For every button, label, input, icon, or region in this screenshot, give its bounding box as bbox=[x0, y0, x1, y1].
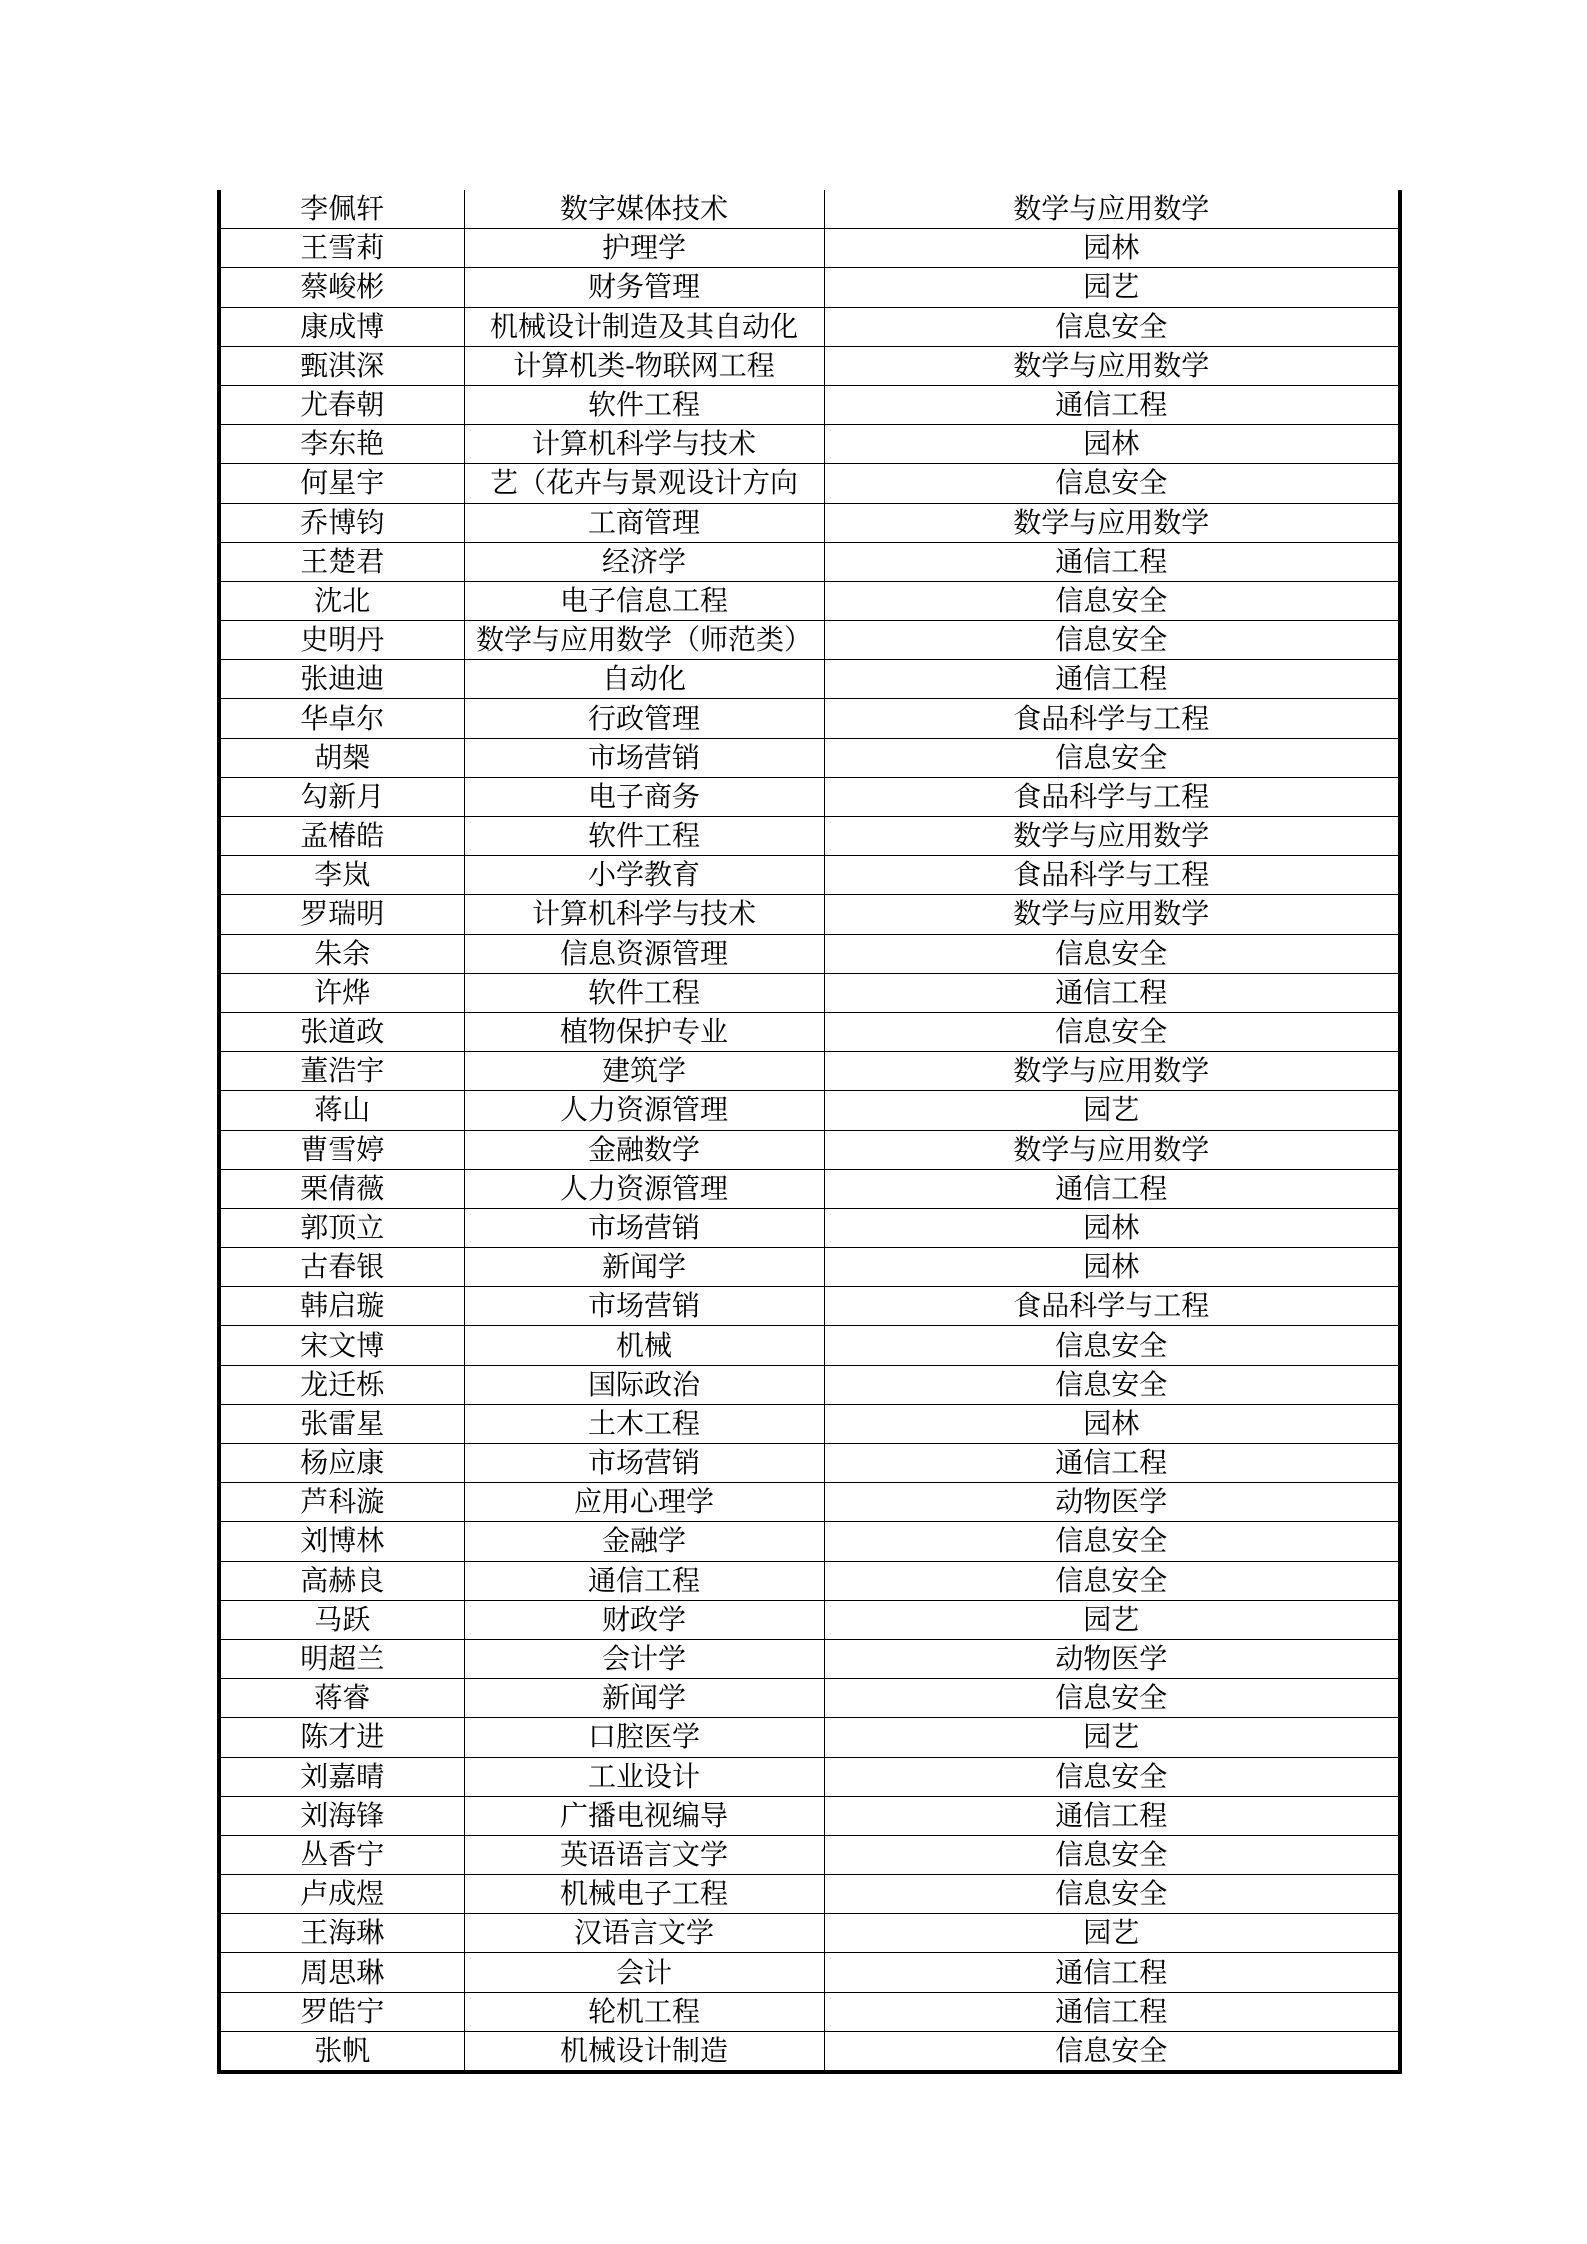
original-major-cell: 市场营销 bbox=[464, 1287, 824, 1326]
original-major-cell: 小学教育 bbox=[464, 856, 824, 895]
target-major-cell: 信息安全 bbox=[824, 1875, 1400, 1914]
original-major-cell: 植物保护专业 bbox=[464, 1012, 824, 1051]
student-name-cell: 孟椿皓 bbox=[219, 817, 464, 856]
table-row bbox=[219, 934, 1400, 973]
original-major-cell: 会计学 bbox=[464, 1639, 824, 1678]
student-name-cell: 丛香宁 bbox=[219, 1835, 464, 1874]
original-major-cell: 财政学 bbox=[464, 1600, 824, 1639]
student-name-cell: 郭顶立 bbox=[219, 1208, 464, 1247]
original-major-cell: 电子商务 bbox=[464, 777, 824, 816]
target-major-cell: 园林 bbox=[824, 229, 1400, 268]
target-major-cell: 信息安全 bbox=[824, 1326, 1400, 1365]
target-major-cell: 动物医学 bbox=[824, 1483, 1400, 1522]
target-major-cell: 通信工程 bbox=[824, 1992, 1400, 2031]
table-row bbox=[219, 190, 1400, 229]
target-major-cell: 信息安全 bbox=[824, 464, 1400, 503]
table-row bbox=[219, 346, 1400, 385]
student-name-cell: 沈北 bbox=[219, 581, 464, 620]
roster-body bbox=[219, 190, 1400, 2072]
table-row bbox=[219, 581, 1400, 620]
target-major-cell: 信息安全 bbox=[824, 307, 1400, 346]
table-row bbox=[219, 1561, 1400, 1600]
original-major-cell: 计算机类-物联网工程 bbox=[464, 346, 824, 385]
target-major-cell: 通信工程 bbox=[824, 1796, 1400, 1835]
original-major-cell: 机械 bbox=[464, 1326, 824, 1365]
original-major-cell: 软件工程 bbox=[464, 817, 824, 856]
table-row bbox=[219, 229, 1400, 268]
student-name-cell: 芦科漩 bbox=[219, 1483, 464, 1522]
original-major-cell: 财务管理 bbox=[464, 268, 824, 307]
original-major-cell: 软件工程 bbox=[464, 973, 824, 1012]
original-major-cell: 人力资源管理 bbox=[464, 1091, 824, 1130]
table-row bbox=[219, 1287, 1400, 1326]
table-row bbox=[219, 660, 1400, 699]
student-name-cell: 张帆 bbox=[219, 2031, 464, 2072]
original-major-cell: 通信工程 bbox=[464, 1561, 824, 1600]
student-name-cell: 李佩轩 bbox=[219, 190, 464, 229]
table-row bbox=[219, 1248, 1400, 1287]
table-row bbox=[219, 1365, 1400, 1404]
original-major-cell: 口腔医学 bbox=[464, 1718, 824, 1757]
table-row bbox=[219, 856, 1400, 895]
target-major-cell: 动物医学 bbox=[824, 1639, 1400, 1678]
student-name-cell: 康成博 bbox=[219, 307, 464, 346]
table-row bbox=[219, 1757, 1400, 1796]
student-name-cell: 王海琳 bbox=[219, 1914, 464, 1953]
original-major-cell: 机械电子工程 bbox=[464, 1875, 824, 1914]
student-name-cell: 朱余 bbox=[219, 934, 464, 973]
table-row bbox=[219, 1835, 1400, 1874]
table-row bbox=[219, 1639, 1400, 1678]
target-major-cell: 食品科学与工程 bbox=[824, 699, 1400, 738]
original-major-cell: 电子信息工程 bbox=[464, 581, 824, 620]
student-name-cell: 宋文博 bbox=[219, 1326, 464, 1365]
table-row bbox=[219, 895, 1400, 934]
student-name-cell: 龙迁栎 bbox=[219, 1365, 464, 1404]
table-row bbox=[219, 1600, 1400, 1639]
target-major-cell: 信息安全 bbox=[824, 1835, 1400, 1874]
target-major-cell: 园艺 bbox=[824, 1091, 1400, 1130]
student-name-cell: 罗瑞明 bbox=[219, 895, 464, 934]
original-major-cell: 数字媒体技术 bbox=[464, 190, 824, 229]
student-name-cell: 王楚君 bbox=[219, 542, 464, 581]
student-name-cell: 王雪莉 bbox=[219, 229, 464, 268]
target-major-cell: 园林 bbox=[824, 1208, 1400, 1247]
original-major-cell: 经济学 bbox=[464, 542, 824, 581]
original-major-cell: 新闻学 bbox=[464, 1248, 824, 1287]
student-roster-table bbox=[217, 190, 1402, 2074]
target-major-cell: 园艺 bbox=[824, 1718, 1400, 1757]
student-name-cell: 韩启璇 bbox=[219, 1287, 464, 1326]
original-major-cell: 广播电视编导 bbox=[464, 1796, 824, 1835]
target-major-cell: 信息安全 bbox=[824, 934, 1400, 973]
table-row bbox=[219, 1091, 1400, 1130]
table-row bbox=[219, 1679, 1400, 1718]
target-major-cell: 园艺 bbox=[824, 1600, 1400, 1639]
student-name-cell: 周思琳 bbox=[219, 1953, 464, 1992]
table-row bbox=[219, 425, 1400, 464]
original-major-cell: 信息资源管理 bbox=[464, 934, 824, 973]
student-name-cell: 华卓尔 bbox=[219, 699, 464, 738]
target-major-cell: 食品科学与工程 bbox=[824, 856, 1400, 895]
target-major-cell: 信息安全 bbox=[824, 1365, 1400, 1404]
table-row bbox=[219, 542, 1400, 581]
student-name-cell: 刘海锋 bbox=[219, 1796, 464, 1835]
target-major-cell: 通信工程 bbox=[824, 973, 1400, 1012]
table-row bbox=[219, 1012, 1400, 1051]
original-major-cell: 市场营销 bbox=[464, 1208, 824, 1247]
student-name-cell: 刘博林 bbox=[219, 1522, 464, 1561]
target-major-cell: 食品科学与工程 bbox=[824, 1287, 1400, 1326]
original-major-cell: 新闻学 bbox=[464, 1679, 824, 1718]
table-row bbox=[219, 2031, 1400, 2072]
table-row bbox=[219, 1914, 1400, 1953]
original-major-cell: 护理学 bbox=[464, 229, 824, 268]
original-major-cell: 建筑学 bbox=[464, 1052, 824, 1091]
original-major-cell: 应用心理学 bbox=[464, 1483, 824, 1522]
original-major-cell: 英语语言文学 bbox=[464, 1835, 824, 1874]
target-major-cell: 通信工程 bbox=[824, 660, 1400, 699]
original-major-cell: 数学与应用数学（师范类） bbox=[464, 621, 824, 660]
student-name-cell: 杨应康 bbox=[219, 1444, 464, 1483]
target-major-cell: 信息安全 bbox=[824, 621, 1400, 660]
table-row bbox=[219, 307, 1400, 346]
student-name-cell: 马跃 bbox=[219, 1600, 464, 1639]
target-major-cell: 园林 bbox=[824, 1248, 1400, 1287]
original-major-cell: 计算机科学与技术 bbox=[464, 425, 824, 464]
target-major-cell: 数学与应用数学 bbox=[824, 1052, 1400, 1091]
student-name-cell: 胡椝 bbox=[219, 738, 464, 777]
student-name-cell: 尤春朝 bbox=[219, 385, 464, 424]
student-name-cell: 董浩宇 bbox=[219, 1052, 464, 1091]
student-name-cell: 勾新月 bbox=[219, 777, 464, 816]
target-major-cell: 数学与应用数学 bbox=[824, 895, 1400, 934]
table-row bbox=[219, 1522, 1400, 1561]
original-major-cell: 机械设计制造及其自动化 bbox=[464, 307, 824, 346]
table-row bbox=[219, 1718, 1400, 1757]
original-major-cell: 自动化 bbox=[464, 660, 824, 699]
student-name-cell: 刘嘉晴 bbox=[219, 1757, 464, 1796]
target-major-cell: 通信工程 bbox=[824, 542, 1400, 581]
original-major-cell: 会计 bbox=[464, 1953, 824, 1992]
table-row bbox=[219, 1483, 1400, 1522]
target-major-cell: 通信工程 bbox=[824, 1444, 1400, 1483]
original-major-cell: 金融数学 bbox=[464, 1130, 824, 1169]
student-name-cell: 李东艳 bbox=[219, 425, 464, 464]
target-major-cell: 通信工程 bbox=[824, 385, 1400, 424]
target-major-cell: 通信工程 bbox=[824, 1953, 1400, 1992]
student-name-cell: 李岚 bbox=[219, 856, 464, 895]
original-major-cell: 机械设计制造 bbox=[464, 2031, 824, 2072]
table-row bbox=[219, 1326, 1400, 1365]
target-major-cell: 数学与应用数学 bbox=[824, 503, 1400, 542]
target-major-cell: 信息安全 bbox=[824, 738, 1400, 777]
table-row bbox=[219, 777, 1400, 816]
target-major-cell: 信息安全 bbox=[824, 1522, 1400, 1561]
table-row bbox=[219, 1796, 1400, 1835]
target-major-cell: 食品科学与工程 bbox=[824, 777, 1400, 816]
table-row bbox=[219, 385, 1400, 424]
student-name-cell: 张迪迪 bbox=[219, 660, 464, 699]
student-name-cell: 许烨 bbox=[219, 973, 464, 1012]
table-row bbox=[219, 738, 1400, 777]
table-row bbox=[219, 1052, 1400, 1091]
original-major-cell: 土木工程 bbox=[464, 1404, 824, 1443]
table-row bbox=[219, 1875, 1400, 1914]
original-major-cell: 行政管理 bbox=[464, 699, 824, 738]
student-name-cell: 蒋山 bbox=[219, 1091, 464, 1130]
target-major-cell: 数学与应用数学 bbox=[824, 190, 1400, 229]
student-name-cell: 卢成煜 bbox=[219, 1875, 464, 1914]
table-row bbox=[219, 464, 1400, 503]
table-row bbox=[219, 503, 1400, 542]
student-name-cell: 陈才进 bbox=[219, 1718, 464, 1757]
table-row bbox=[219, 973, 1400, 1012]
original-major-cell: 轮机工程 bbox=[464, 1992, 824, 2031]
student-name-cell: 史明丹 bbox=[219, 621, 464, 660]
table-row bbox=[219, 621, 1400, 660]
table-row bbox=[219, 699, 1400, 738]
original-major-cell: 软件工程 bbox=[464, 385, 824, 424]
original-major-cell: 市场营销 bbox=[464, 1444, 824, 1483]
target-major-cell: 数学与应用数学 bbox=[824, 1130, 1400, 1169]
table-row bbox=[219, 1992, 1400, 2031]
original-major-cell: 汉语言文学 bbox=[464, 1914, 824, 1953]
original-major-cell: 金融学 bbox=[464, 1522, 824, 1561]
target-major-cell: 信息安全 bbox=[824, 1561, 1400, 1600]
target-major-cell: 通信工程 bbox=[824, 1169, 1400, 1208]
table-row bbox=[219, 817, 1400, 856]
original-major-cell: 市场营销 bbox=[464, 738, 824, 777]
student-name-cell: 张雷星 bbox=[219, 1404, 464, 1443]
student-name-cell: 乔博钧 bbox=[219, 503, 464, 542]
table-row bbox=[219, 1953, 1400, 1992]
student-name-cell: 高赫良 bbox=[219, 1561, 464, 1600]
target-major-cell: 数学与应用数学 bbox=[824, 817, 1400, 856]
original-major-cell: 人力资源管理 bbox=[464, 1169, 824, 1208]
target-major-cell: 信息安全 bbox=[824, 1679, 1400, 1718]
student-name-cell: 何星宇 bbox=[219, 464, 464, 503]
student-name-cell: 张道政 bbox=[219, 1012, 464, 1051]
original-major-cell: 工业设计 bbox=[464, 1757, 824, 1796]
table-row bbox=[219, 1444, 1400, 1483]
target-major-cell: 信息安全 bbox=[824, 581, 1400, 620]
table-row bbox=[219, 1169, 1400, 1208]
student-name-cell: 罗皓宁 bbox=[219, 1992, 464, 2031]
original-major-cell: 工商管理 bbox=[464, 503, 824, 542]
table-row bbox=[219, 268, 1400, 307]
target-major-cell: 数学与应用数学 bbox=[824, 346, 1400, 385]
target-major-cell: 信息安全 bbox=[824, 2031, 1400, 2072]
original-major-cell: 计算机科学与技术 bbox=[464, 895, 824, 934]
student-name-cell: 栗倩薇 bbox=[219, 1169, 464, 1208]
table-row bbox=[219, 1404, 1400, 1443]
table-row bbox=[219, 1130, 1400, 1169]
student-name-cell: 曹雪婷 bbox=[219, 1130, 464, 1169]
target-major-cell: 信息安全 bbox=[824, 1012, 1400, 1051]
original-major-cell: 艺（花卉与景观设计方向 bbox=[464, 464, 824, 503]
target-major-cell: 园林 bbox=[824, 425, 1400, 464]
student-name-cell: 甄淇深 bbox=[219, 346, 464, 385]
target-major-cell: 园艺 bbox=[824, 268, 1400, 307]
student-name-cell: 蔡峻彬 bbox=[219, 268, 464, 307]
target-major-cell: 园艺 bbox=[824, 1914, 1400, 1953]
student-name-cell: 明超兰 bbox=[219, 1639, 464, 1678]
target-major-cell: 信息安全 bbox=[824, 1757, 1400, 1796]
original-major-cell: 国际政治 bbox=[464, 1365, 824, 1404]
table-row bbox=[219, 1208, 1400, 1247]
student-name-cell: 蒋睿 bbox=[219, 1679, 464, 1718]
target-major-cell: 园林 bbox=[824, 1404, 1400, 1443]
student-name-cell: 古春银 bbox=[219, 1248, 464, 1287]
